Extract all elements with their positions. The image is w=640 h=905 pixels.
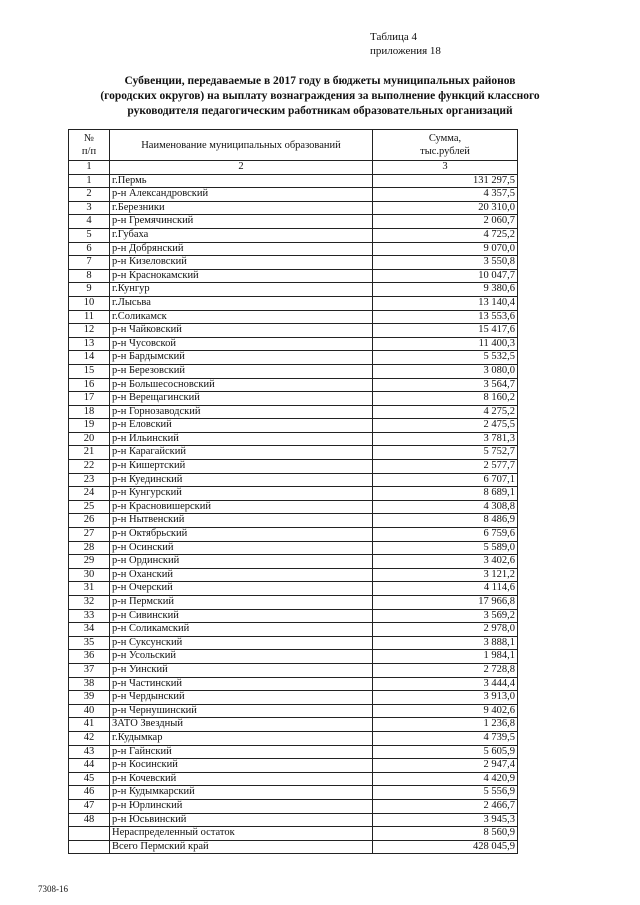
row-municipality: р-н Чусовской bbox=[110, 337, 373, 351]
row-number: 29 bbox=[69, 555, 110, 569]
row-number: 13 bbox=[69, 337, 110, 351]
header-number bbox=[69, 130, 110, 161]
summary-row bbox=[69, 840, 518, 854]
table-row bbox=[69, 432, 518, 446]
row-municipality: р-н Юсьвинский bbox=[110, 813, 373, 827]
row-municipality: р-н Юрлинский bbox=[110, 799, 373, 813]
row-sum: 4 739,5 bbox=[373, 731, 518, 745]
row-sum: 2 060,7 bbox=[373, 215, 518, 229]
header-sum-line-2: тыс.рублей bbox=[420, 146, 470, 157]
row-sum: 4 308,8 bbox=[373, 500, 518, 514]
row-municipality: ЗАТО Звездный bbox=[110, 718, 373, 732]
row-sum: 2 978,0 bbox=[373, 623, 518, 637]
row-sum: 13 553,6 bbox=[373, 310, 518, 324]
row-number: 46 bbox=[69, 786, 110, 800]
table-row bbox=[69, 772, 518, 786]
row-sum: 10 047,7 bbox=[373, 269, 518, 283]
row-municipality: р-н Очерский bbox=[110, 582, 373, 596]
table-row bbox=[69, 269, 518, 283]
row-number: 2 bbox=[69, 188, 110, 202]
row-sum: 4 357,5 bbox=[373, 188, 518, 202]
table-row bbox=[69, 283, 518, 297]
row-number: 15 bbox=[69, 364, 110, 378]
row-sum: 2 577,7 bbox=[373, 460, 518, 474]
row-sum: 5 752,7 bbox=[373, 446, 518, 460]
table-row bbox=[69, 228, 518, 242]
subsidies-table bbox=[68, 129, 518, 854]
row-number: 9 bbox=[69, 283, 110, 297]
table-row bbox=[69, 364, 518, 378]
row-number: 20 bbox=[69, 432, 110, 446]
table-row bbox=[69, 419, 518, 433]
table-row bbox=[69, 731, 518, 745]
table-row bbox=[69, 677, 518, 691]
row-sum: 20 310,0 bbox=[373, 201, 518, 215]
row-municipality: г.Пермь bbox=[110, 174, 373, 188]
table-row bbox=[69, 813, 518, 827]
row-municipality: р-н Большесосновский bbox=[110, 378, 373, 392]
row-number: 38 bbox=[69, 677, 110, 691]
row-sum: 3 781,3 bbox=[373, 432, 518, 446]
table-row bbox=[69, 473, 518, 487]
row-municipality: р-н Соликамский bbox=[110, 623, 373, 637]
row-number: 5 bbox=[69, 228, 110, 242]
row-number: 25 bbox=[69, 500, 110, 514]
summary-blank-cell bbox=[69, 827, 110, 841]
document-title bbox=[70, 74, 570, 119]
row-municipality: р-н Сивинский bbox=[110, 609, 373, 623]
table-row bbox=[69, 636, 518, 650]
table-row bbox=[69, 201, 518, 215]
table-header bbox=[69, 130, 518, 175]
row-number: 6 bbox=[69, 242, 110, 256]
row-municipality: р-н Ординский bbox=[110, 555, 373, 569]
row-number: 23 bbox=[69, 473, 110, 487]
table-row bbox=[69, 799, 518, 813]
row-sum: 17 966,8 bbox=[373, 596, 518, 610]
row-municipality: г.Соликамск bbox=[110, 310, 373, 324]
row-sum: 6 707,1 bbox=[373, 473, 518, 487]
column-number: 3 bbox=[373, 161, 518, 175]
summary-label: Всего Пермский край bbox=[110, 840, 373, 854]
row-number: 11 bbox=[69, 310, 110, 324]
summary-sum: 428 045,9 bbox=[373, 840, 518, 854]
row-municipality: р-н Гайнский bbox=[110, 745, 373, 759]
table-summary bbox=[69, 827, 518, 854]
row-number: 1 bbox=[69, 174, 110, 188]
row-municipality: р-н Бардымский bbox=[110, 351, 373, 365]
table-row bbox=[69, 582, 518, 596]
row-sum: 3 080,0 bbox=[373, 364, 518, 378]
row-number: 8 bbox=[69, 269, 110, 283]
table-reference bbox=[370, 30, 441, 58]
row-number: 34 bbox=[69, 623, 110, 637]
row-sum: 5 589,0 bbox=[373, 541, 518, 555]
row-sum: 9 070,0 bbox=[373, 242, 518, 256]
row-municipality: р-н Куединский bbox=[110, 473, 373, 487]
document-code: 7308-16 bbox=[38, 884, 68, 894]
header-number-sign: № bbox=[83, 133, 95, 144]
table-row bbox=[69, 310, 518, 324]
summary-label: Нераспределенный остаток bbox=[110, 827, 373, 841]
row-municipality: р-н Осинский bbox=[110, 541, 373, 555]
row-sum: 2 466,7 bbox=[373, 799, 518, 813]
table-row bbox=[69, 242, 518, 256]
row-number: 28 bbox=[69, 541, 110, 555]
row-number: 32 bbox=[69, 596, 110, 610]
row-number: 33 bbox=[69, 609, 110, 623]
table-row bbox=[69, 759, 518, 773]
row-municipality: р-н Еловский bbox=[110, 419, 373, 433]
summary-blank-cell bbox=[69, 840, 110, 854]
table-body bbox=[69, 174, 518, 827]
table-row bbox=[69, 378, 518, 392]
row-sum: 4 725,2 bbox=[373, 228, 518, 242]
row-municipality: р-н Верещагинский bbox=[110, 392, 373, 406]
row-number: 10 bbox=[69, 296, 110, 310]
row-number: 30 bbox=[69, 568, 110, 582]
row-sum: 11 400,3 bbox=[373, 337, 518, 351]
row-sum: 3 913,0 bbox=[373, 691, 518, 705]
row-sum: 1 984,1 bbox=[373, 650, 518, 664]
row-municipality: р-н Чердынский bbox=[110, 691, 373, 705]
table-row bbox=[69, 405, 518, 419]
row-municipality: г.Кудымкар bbox=[110, 731, 373, 745]
table-row bbox=[69, 623, 518, 637]
row-sum: 5 532,5 bbox=[373, 351, 518, 365]
row-municipality: р-н Усольский bbox=[110, 650, 373, 664]
row-number: 17 bbox=[69, 392, 110, 406]
column-number: 1 bbox=[69, 161, 110, 175]
row-number: 40 bbox=[69, 704, 110, 718]
row-municipality: р-н Частинский bbox=[110, 677, 373, 691]
row-sum: 3 564,7 bbox=[373, 378, 518, 392]
row-number: 47 bbox=[69, 799, 110, 813]
row-sum: 1 236,8 bbox=[373, 718, 518, 732]
table-row bbox=[69, 174, 518, 188]
row-sum: 15 417,6 bbox=[373, 324, 518, 338]
row-sum: 3 121,2 bbox=[373, 568, 518, 582]
row-municipality: р-н Нытвенский bbox=[110, 514, 373, 528]
header-number-abbr: п/п bbox=[81, 146, 97, 157]
appendix-label: приложения 18 bbox=[370, 45, 441, 57]
row-municipality: р-н Карагайский bbox=[110, 446, 373, 460]
row-sum: 8 689,1 bbox=[373, 487, 518, 501]
row-number: 7 bbox=[69, 256, 110, 270]
row-municipality: р-н Добрянский bbox=[110, 242, 373, 256]
table-row bbox=[69, 596, 518, 610]
row-number: 42 bbox=[69, 731, 110, 745]
table-row bbox=[69, 691, 518, 705]
row-number: 26 bbox=[69, 514, 110, 528]
row-municipality: р-н Кизеловский bbox=[110, 256, 373, 270]
row-sum: 3 550,8 bbox=[373, 256, 518, 270]
table-row bbox=[69, 188, 518, 202]
row-sum: 5 605,9 bbox=[373, 745, 518, 759]
row-number: 48 bbox=[69, 813, 110, 827]
row-municipality: р-н Чернушинский bbox=[110, 704, 373, 718]
table-row bbox=[69, 324, 518, 338]
table-number-label: Таблица 4 bbox=[370, 31, 418, 43]
column-numbers-row bbox=[69, 161, 518, 175]
table-row bbox=[69, 446, 518, 460]
row-municipality: р-н Березовский bbox=[110, 364, 373, 378]
row-number: 21 bbox=[69, 446, 110, 460]
row-sum: 3 945,3 bbox=[373, 813, 518, 827]
table-row bbox=[69, 460, 518, 474]
header-municipality: Наименование муниципальных образований bbox=[110, 130, 373, 161]
row-number: 16 bbox=[69, 378, 110, 392]
row-municipality: р-н Кишертский bbox=[110, 460, 373, 474]
table-row bbox=[69, 487, 518, 501]
row-sum: 3 444,4 bbox=[373, 677, 518, 691]
row-sum: 9 380,6 bbox=[373, 283, 518, 297]
row-sum: 8 486,9 bbox=[373, 514, 518, 528]
row-municipality: р-н Кочевский bbox=[110, 772, 373, 786]
table-row bbox=[69, 718, 518, 732]
row-sum: 9 402,6 bbox=[373, 704, 518, 718]
row-number: 14 bbox=[69, 351, 110, 365]
row-municipality: г.Березники bbox=[110, 201, 373, 215]
table-row bbox=[69, 514, 518, 528]
table-row bbox=[69, 704, 518, 718]
row-sum: 4 114,6 bbox=[373, 582, 518, 596]
row-number: 35 bbox=[69, 636, 110, 650]
row-number: 3 bbox=[69, 201, 110, 215]
row-municipality: р-н Ильинский bbox=[110, 432, 373, 446]
column-number: 2 bbox=[110, 161, 373, 175]
table-row bbox=[69, 555, 518, 569]
row-number: 4 bbox=[69, 215, 110, 229]
row-number: 39 bbox=[69, 691, 110, 705]
row-number: 18 bbox=[69, 405, 110, 419]
row-sum: 2 728,8 bbox=[373, 663, 518, 677]
row-municipality: р-н Кунгурский bbox=[110, 487, 373, 501]
table-row bbox=[69, 568, 518, 582]
row-sum: 4 275,2 bbox=[373, 405, 518, 419]
row-sum: 6 759,6 bbox=[373, 528, 518, 542]
row-sum: 8 160,2 bbox=[373, 392, 518, 406]
row-municipality: р-н Чайковский bbox=[110, 324, 373, 338]
row-municipality: г.Лысьва bbox=[110, 296, 373, 310]
row-sum: 5 556,9 bbox=[373, 786, 518, 800]
row-municipality: р-н Горнозаводский bbox=[110, 405, 373, 419]
row-sum: 131 297,5 bbox=[373, 174, 518, 188]
row-municipality: р-н Красновишерский bbox=[110, 500, 373, 514]
summary-sum: 8 560,9 bbox=[373, 827, 518, 841]
row-municipality: г.Губаха bbox=[110, 228, 373, 242]
table-row bbox=[69, 528, 518, 542]
header-sum bbox=[373, 130, 518, 161]
title-line-1: Субвенции, передаваемые в 2017 году в бюджеты муниципальных районов bbox=[124, 75, 516, 87]
table-row bbox=[69, 256, 518, 270]
table-row bbox=[69, 337, 518, 351]
row-municipality: р-н Кудымкарский bbox=[110, 786, 373, 800]
table-row bbox=[69, 215, 518, 229]
table-row bbox=[69, 786, 518, 800]
row-sum: 3 402,6 bbox=[373, 555, 518, 569]
row-number: 37 bbox=[69, 663, 110, 677]
title-line-3: руководителя педагогическим работникам образовательных организаций bbox=[127, 105, 513, 117]
row-municipality: р-н Пермский bbox=[110, 596, 373, 610]
row-sum: 4 420,9 bbox=[373, 772, 518, 786]
row-municipality: р-н Косинский bbox=[110, 759, 373, 773]
row-number: 45 bbox=[69, 772, 110, 786]
table-row bbox=[69, 392, 518, 406]
row-sum: 2 947,4 bbox=[373, 759, 518, 773]
summary-row bbox=[69, 827, 518, 841]
row-number: 27 bbox=[69, 528, 110, 542]
row-number: 36 bbox=[69, 650, 110, 664]
row-municipality: р-н Октябрьский bbox=[110, 528, 373, 542]
row-number: 44 bbox=[69, 759, 110, 773]
row-municipality: г.Кунгур bbox=[110, 283, 373, 297]
table-row bbox=[69, 650, 518, 664]
table-row bbox=[69, 296, 518, 310]
row-municipality: р-н Уинский bbox=[110, 663, 373, 677]
row-sum: 3 888,1 bbox=[373, 636, 518, 650]
title-line-2: (городских округов) на выплату вознаграждения за выполнение функций классного bbox=[100, 90, 540, 102]
row-number: 41 bbox=[69, 718, 110, 732]
table-row bbox=[69, 609, 518, 623]
table-row bbox=[69, 663, 518, 677]
row-municipality: р-н Оханский bbox=[110, 568, 373, 582]
row-sum: 13 140,4 bbox=[373, 296, 518, 310]
header-sum-line-1: Сумма, bbox=[428, 133, 462, 144]
row-municipality: р-н Суксунский bbox=[110, 636, 373, 650]
row-municipality: р-н Краснокамский bbox=[110, 269, 373, 283]
row-sum: 2 475,5 bbox=[373, 419, 518, 433]
row-municipality: р-н Александровский bbox=[110, 188, 373, 202]
row-number: 31 bbox=[69, 582, 110, 596]
row-sum: 3 569,2 bbox=[373, 609, 518, 623]
row-number: 12 bbox=[69, 324, 110, 338]
row-number: 43 bbox=[69, 745, 110, 759]
row-number: 19 bbox=[69, 419, 110, 433]
table-row bbox=[69, 541, 518, 555]
row-number: 22 bbox=[69, 460, 110, 474]
table-row bbox=[69, 351, 518, 365]
row-municipality: р-н Гремячинский bbox=[110, 215, 373, 229]
row-number: 24 bbox=[69, 487, 110, 501]
table-row bbox=[69, 745, 518, 759]
table-row bbox=[69, 500, 518, 514]
